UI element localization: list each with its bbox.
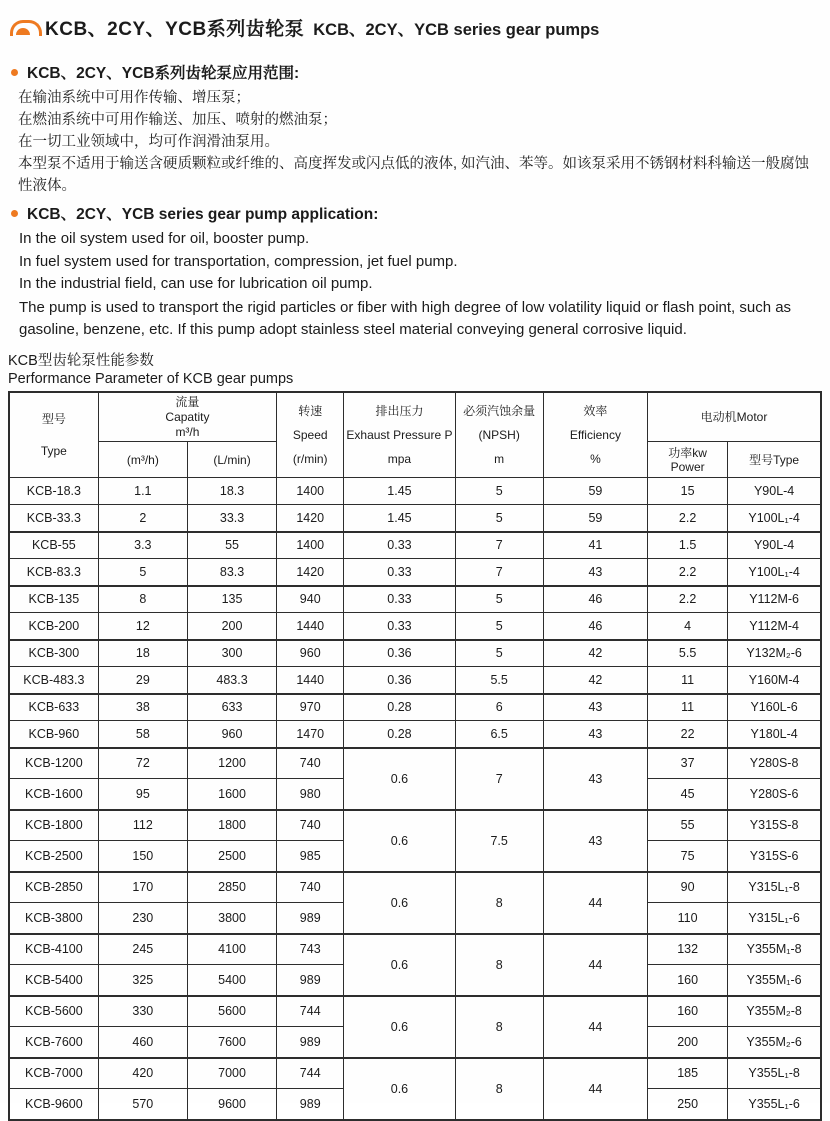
application-line-en: In the oil system used for oil, booster pump. xyxy=(19,230,310,247)
page-title-en: KCB、2CY、YCB series gear pumps xyxy=(313,20,600,39)
cell-capacity-m3h: 112 xyxy=(98,810,187,841)
cell-capacity-lmin: 3800 xyxy=(187,903,276,934)
col-header-power xyxy=(648,442,728,478)
cell-efficiency: 44 xyxy=(543,1058,647,1120)
cell-capacity-m3h: 38 xyxy=(98,694,187,721)
col-header-npsh-zh: 必须汽蚀余量 xyxy=(463,403,536,418)
cell-motor-type: Y315S-8 xyxy=(728,810,821,841)
cell-efficiency: 41 xyxy=(543,532,647,559)
cell-power: 110 xyxy=(648,903,728,934)
col-header-capacity-en: Capatity xyxy=(165,409,210,424)
cell-power: 2.2 xyxy=(648,505,728,532)
table-row xyxy=(9,934,821,965)
cell-model: KCB-200 xyxy=(9,613,98,640)
cell-capacity-lmin: 33.3 xyxy=(187,505,276,532)
cell-speed: 989 xyxy=(277,965,344,996)
col-header-npsh xyxy=(455,392,543,478)
cell-motor-type: Y90L-4 xyxy=(728,532,821,559)
cell-model: KCB-483.3 xyxy=(9,667,98,694)
cell-capacity-lmin: 83.3 xyxy=(187,559,276,586)
cell-pressure: 1.45 xyxy=(344,505,455,532)
cell-efficiency: 43 xyxy=(543,559,647,586)
col-header-capacity xyxy=(98,392,276,442)
table-row xyxy=(9,721,821,748)
col-header-efficiency-zh: 效率 xyxy=(583,403,608,418)
cell-capacity-m3h: 2 xyxy=(98,505,187,532)
cell-speed: 1420 xyxy=(277,505,344,532)
col-header-type-en: Type xyxy=(40,443,67,458)
cell-motor-type: Y112M-6 xyxy=(728,586,821,613)
cell-capacity-lmin: 483.3 xyxy=(187,667,276,694)
cell-npsh: 5 xyxy=(455,586,543,613)
cell-power: 1.5 xyxy=(648,532,728,559)
cell-efficiency: 43 xyxy=(543,694,647,721)
cell-speed: 1420 xyxy=(277,559,344,586)
cell-npsh: 5.5 xyxy=(455,667,543,694)
cell-model: KCB-83.3 xyxy=(9,559,98,586)
bullet-icon xyxy=(11,210,18,217)
cell-capacity-lmin: 633 xyxy=(187,694,276,721)
application-line-zh: 在燃油系统中可用作输送、加压、喷射的燃油泵； xyxy=(18,112,337,128)
cell-efficiency: 46 xyxy=(543,586,647,613)
cell-capacity-m3h: 325 xyxy=(98,965,187,996)
cell-capacity-lmin: 18.3 xyxy=(187,478,276,505)
cell-model: KCB-7600 xyxy=(9,1027,98,1058)
cell-model: KCB-2850 xyxy=(9,872,98,903)
col-header-npsh-unit: m xyxy=(494,451,505,466)
section-heading-zh xyxy=(11,61,822,83)
cell-motor-type: Y160M-4 xyxy=(728,667,821,694)
cell-pressure: 0.6 xyxy=(344,1058,455,1120)
cell-npsh: 5 xyxy=(455,640,543,667)
cell-capacity-m3h: 330 xyxy=(98,996,187,1027)
cell-capacity-m3h: 8 xyxy=(98,586,187,613)
cell-npsh: 7.5 xyxy=(455,810,543,872)
cell-speed: 1470 xyxy=(277,721,344,748)
col-header-capacity-zh: 流量 xyxy=(175,394,200,409)
cell-motor-type: Y355M₂-8 xyxy=(728,996,821,1027)
cell-motor-type: Y355M₁-8 xyxy=(728,934,821,965)
cell-power: 5.5 xyxy=(648,640,728,667)
cell-power: 15 xyxy=(648,478,728,505)
cell-speed: 970 xyxy=(277,694,344,721)
cell-motor-type: Y90L-4 xyxy=(728,478,821,505)
cell-power: 132 xyxy=(648,934,728,965)
cell-capacity-m3h: 5 xyxy=(98,559,187,586)
cell-speed: 989 xyxy=(277,1027,344,1058)
cell-pressure: 0.33 xyxy=(344,559,455,586)
cell-model: KCB-1600 xyxy=(9,779,98,810)
cell-capacity-m3h: 29 xyxy=(98,667,187,694)
section-heading-en-text: KCB、2CY、YCB series gear pump application: xyxy=(27,206,379,223)
cell-capacity-lmin: 4100 xyxy=(187,934,276,965)
cell-capacity-m3h: 420 xyxy=(98,1058,187,1089)
col-header-type xyxy=(9,392,98,478)
cell-efficiency: 59 xyxy=(543,478,647,505)
cell-npsh: 5 xyxy=(455,478,543,505)
cell-motor-type: Y355L₁-8 xyxy=(728,1058,821,1089)
cell-motor-type: Y355L₁-6 xyxy=(728,1089,821,1120)
cell-motor-type: Y100L₁-4 xyxy=(728,505,821,532)
cell-efficiency: 59 xyxy=(543,505,647,532)
cell-model: KCB-960 xyxy=(9,721,98,748)
cell-npsh: 8 xyxy=(455,872,543,934)
application-line-zh: 在一切工业领域中，均可作润滑油泵用。 xyxy=(18,134,279,150)
cell-capacity-lmin: 135 xyxy=(187,586,276,613)
cell-capacity-m3h: 570 xyxy=(98,1089,187,1120)
cell-capacity-m3h: 72 xyxy=(98,748,187,779)
col-header-power-en: Power xyxy=(670,459,705,474)
cell-efficiency: 44 xyxy=(543,934,647,996)
cell-model: KCB-18.3 xyxy=(9,478,98,505)
cell-pressure: 1.45 xyxy=(344,478,455,505)
col-header-pressure-zh: 排出压力 xyxy=(375,403,424,418)
cell-speed: 989 xyxy=(277,903,344,934)
cell-motor-type: Y355M₁-6 xyxy=(728,965,821,996)
cell-capacity-lmin: 300 xyxy=(187,640,276,667)
col-header-speed xyxy=(277,392,344,478)
cell-npsh: 5 xyxy=(455,613,543,640)
cell-motor-type: Y355M₂-6 xyxy=(728,1027,821,1058)
cell-power: 200 xyxy=(648,1027,728,1058)
cell-efficiency: 43 xyxy=(543,721,647,748)
cell-capacity-lmin: 200 xyxy=(187,613,276,640)
section-heading-en xyxy=(11,202,822,224)
cell-power: 37 xyxy=(648,748,728,779)
cell-capacity-m3h: 95 xyxy=(98,779,187,810)
cell-pressure: 0.6 xyxy=(344,810,455,872)
cell-capacity-m3h: 1.1 xyxy=(98,478,187,505)
cell-motor-type: Y280S-8 xyxy=(728,748,821,779)
cell-power: 22 xyxy=(648,721,728,748)
cell-capacity-m3h: 230 xyxy=(98,903,187,934)
table-row xyxy=(9,694,821,721)
bullet-icon xyxy=(11,69,18,76)
cell-pressure: 0.36 xyxy=(344,640,455,667)
cell-model: KCB-33.3 xyxy=(9,505,98,532)
col-header-pressure-en: Exhaust Pressure P xyxy=(346,427,453,442)
cell-speed: 1440 xyxy=(277,667,344,694)
cell-speed: 960 xyxy=(277,640,344,667)
cell-motor-type: Y100L₁-4 xyxy=(728,559,821,586)
cell-model: KCB-1200 xyxy=(9,748,98,779)
col-header-efficiency-en: Efficiency xyxy=(569,427,621,442)
cell-model: KCB-3800 xyxy=(9,903,98,934)
table-row xyxy=(9,586,821,613)
table-row xyxy=(9,748,821,779)
cell-pressure: 0.36 xyxy=(344,667,455,694)
col-header-type-zh: 型号 xyxy=(41,411,66,426)
cell-model: KCB-135 xyxy=(9,586,98,613)
table-row xyxy=(9,613,821,640)
cell-capacity-lmin: 1600 xyxy=(187,779,276,810)
col-header-motor-type: 型号Type xyxy=(728,442,821,478)
cell-pressure: 0.6 xyxy=(344,872,455,934)
col-header-motor: 电动机Motor xyxy=(648,392,821,442)
cell-power: 160 xyxy=(648,996,728,1027)
cell-power: 90 xyxy=(648,872,728,903)
col-header-capacity-unit: m³/h xyxy=(175,424,200,439)
col-header-efficiency xyxy=(543,392,647,478)
application-line-en: In fuel system used for transportation, compression, jet fuel pump. xyxy=(19,252,458,270)
cell-speed: 744 xyxy=(277,1058,344,1089)
col-header-capacity-m3h: (m³/h) xyxy=(98,442,187,478)
table-row xyxy=(9,996,821,1027)
col-header-speed-zh: 转速 xyxy=(298,403,323,418)
cell-motor-type: Y180L-4 xyxy=(728,721,821,748)
table-row xyxy=(9,505,821,532)
col-header-npsh-en: (NPSH) xyxy=(478,427,520,442)
cell-motor-type: Y112M-4 xyxy=(728,613,821,640)
cell-capacity-lmin: 9600 xyxy=(187,1089,276,1120)
cell-pressure: 0.33 xyxy=(344,586,455,613)
cell-power: 55 xyxy=(648,810,728,841)
table-header-row-1 xyxy=(9,392,821,442)
col-header-power-zh: 功率kw xyxy=(668,445,707,460)
cell-model: KCB-1800 xyxy=(9,810,98,841)
table-body xyxy=(9,478,821,1120)
application-line-en: In the industrial field, can use for lubrication oil pump. xyxy=(19,275,373,292)
cell-power: 160 xyxy=(648,965,728,996)
cell-efficiency: 43 xyxy=(543,810,647,872)
cell-power: 11 xyxy=(648,667,728,694)
cell-power: 75 xyxy=(648,841,728,872)
cell-motor-type: Y160L-6 xyxy=(728,694,821,721)
cell-power: 250 xyxy=(648,1089,728,1120)
cell-model: KCB-7000 xyxy=(9,1058,98,1089)
cell-capacity-m3h: 245 xyxy=(98,934,187,965)
cell-capacity-lmin: 7000 xyxy=(187,1058,276,1089)
cell-pressure: 0.33 xyxy=(344,532,455,559)
cell-capacity-m3h: 150 xyxy=(98,841,187,872)
cell-speed: 1400 xyxy=(277,532,344,559)
cell-model: KCB-9600 xyxy=(9,1089,98,1120)
cell-pressure: 0.33 xyxy=(344,613,455,640)
cell-efficiency: 43 xyxy=(543,748,647,810)
cell-capacity-lmin: 2500 xyxy=(187,841,276,872)
cell-model: KCB-300 xyxy=(9,640,98,667)
cell-model: KCB-5600 xyxy=(9,996,98,1027)
cell-capacity-m3h: 58 xyxy=(98,721,187,748)
cell-model: KCB-5400 xyxy=(9,965,98,996)
cell-capacity-lmin: 5600 xyxy=(187,996,276,1027)
cell-speed: 744 xyxy=(277,996,344,1027)
table-title-en: Performance Parameter of KCB gear pumps xyxy=(8,370,294,387)
cell-pressure: 0.6 xyxy=(344,996,455,1058)
cell-model: KCB-55 xyxy=(9,532,98,559)
table-row xyxy=(9,810,821,841)
cell-capacity-lmin: 1200 xyxy=(187,748,276,779)
cell-speed: 985 xyxy=(277,841,344,872)
table-row xyxy=(9,667,821,694)
cell-speed: 989 xyxy=(277,1089,344,1120)
cell-motor-type: Y315S-6 xyxy=(728,841,821,872)
cell-capacity-m3h: 18 xyxy=(98,640,187,667)
cell-speed: 940 xyxy=(277,586,344,613)
cell-npsh: 6 xyxy=(455,694,543,721)
cell-efficiency: 42 xyxy=(543,667,647,694)
cell-power: 11 xyxy=(648,694,728,721)
cell-capacity-lmin: 960 xyxy=(187,721,276,748)
col-header-pressure xyxy=(344,392,455,478)
cell-npsh: 8 xyxy=(455,1058,543,1120)
table-row xyxy=(9,872,821,903)
table-row xyxy=(9,640,821,667)
page-title-zh: KCB、2CY、YCB系列齿轮泵 xyxy=(45,19,305,40)
table-row xyxy=(9,478,821,505)
cell-power: 2.2 xyxy=(648,559,728,586)
cell-npsh: 5 xyxy=(455,505,543,532)
performance-table xyxy=(8,391,822,1121)
col-header-pressure-unit: mpa xyxy=(387,451,412,466)
application-line-zh: 在输油系统中可用作传输、增压泵； xyxy=(18,90,250,106)
cell-speed: 980 xyxy=(277,779,344,810)
table-row xyxy=(9,532,821,559)
cell-pressure: 0.6 xyxy=(344,748,455,810)
cell-pressure: 0.28 xyxy=(344,694,455,721)
section-application-zh xyxy=(8,61,822,197)
cell-capacity-lmin: 55 xyxy=(187,532,276,559)
cell-pressure: 0.28 xyxy=(344,721,455,748)
cell-capacity-m3h: 170 xyxy=(98,872,187,903)
cell-motor-type: Y315L₁-6 xyxy=(728,903,821,934)
cell-pressure: 0.6 xyxy=(344,934,455,996)
cell-motor-type: Y132M₂-6 xyxy=(728,640,821,667)
cell-capacity-lmin: 2850 xyxy=(187,872,276,903)
cell-power: 4 xyxy=(648,613,728,640)
table-row xyxy=(9,1058,821,1089)
table-title xyxy=(8,352,822,388)
cell-speed: 1440 xyxy=(277,613,344,640)
col-header-capacity-lmin: (L/min) xyxy=(187,442,276,478)
cell-npsh: 6.5 xyxy=(455,721,543,748)
cell-model: KCB-4100 xyxy=(9,934,98,965)
sunrise-arc-icon xyxy=(10,20,36,35)
cell-npsh: 8 xyxy=(455,934,543,996)
cell-model: KCB-633 xyxy=(9,694,98,721)
cell-power: 45 xyxy=(648,779,728,810)
col-header-efficiency-unit: % xyxy=(590,451,601,466)
cell-capacity-lmin: 5400 xyxy=(187,965,276,996)
col-header-speed-unit: (r/min) xyxy=(292,451,328,466)
cell-speed: 743 xyxy=(277,934,344,965)
cell-efficiency: 46 xyxy=(543,613,647,640)
cell-speed: 740 xyxy=(277,810,344,841)
table-title-zh: KCB型齿轮泵性能参数 xyxy=(8,352,154,369)
cell-efficiency: 44 xyxy=(543,996,647,1058)
cell-power: 185 xyxy=(648,1058,728,1089)
section-heading-zh-text: KCB、2CY、YCB系列齿轮泵应用范围: xyxy=(27,65,300,82)
application-paragraph-zh: 本型泵不适用于输送含硬质颗粒或纤维的、高度挥发或闪点低的液体, 如汽油、苯等。如该泵采用不锈钢材料科输送一般腐蚀性液体。 xyxy=(18,156,810,194)
table-row xyxy=(9,559,821,586)
cell-speed: 740 xyxy=(277,872,344,903)
cell-capacity-lmin: 1800 xyxy=(187,810,276,841)
cell-npsh: 7 xyxy=(455,748,543,810)
cell-npsh: 8 xyxy=(455,996,543,1058)
cell-npsh: 7 xyxy=(455,532,543,559)
cell-efficiency: 42 xyxy=(543,640,647,667)
cell-motor-type: Y280S-6 xyxy=(728,779,821,810)
col-header-speed-en: Speed xyxy=(292,427,328,442)
cell-capacity-m3h: 3.3 xyxy=(98,532,187,559)
cell-motor-type: Y315L₁-8 xyxy=(728,872,821,903)
application-paragraph-en: The pump is used to transport the rigid particles or fiber with high degree of low volatility liquid or flash point, such as gasoline, benzene, etc. If this pump adopt stainless steel material conveying general corrosive liquid. xyxy=(19,298,792,338)
cell-power: 2.2 xyxy=(648,586,728,613)
section-application-en xyxy=(8,202,822,342)
cell-capacity-m3h: 460 xyxy=(98,1027,187,1058)
cell-efficiency: 44 xyxy=(543,872,647,934)
cell-model: KCB-2500 xyxy=(9,841,98,872)
page-title xyxy=(10,14,822,41)
cell-speed: 740 xyxy=(277,748,344,779)
cell-capacity-lmin: 7600 xyxy=(187,1027,276,1058)
cell-speed: 1400 xyxy=(277,478,344,505)
cell-capacity-m3h: 12 xyxy=(98,613,187,640)
cell-npsh: 7 xyxy=(455,559,543,586)
